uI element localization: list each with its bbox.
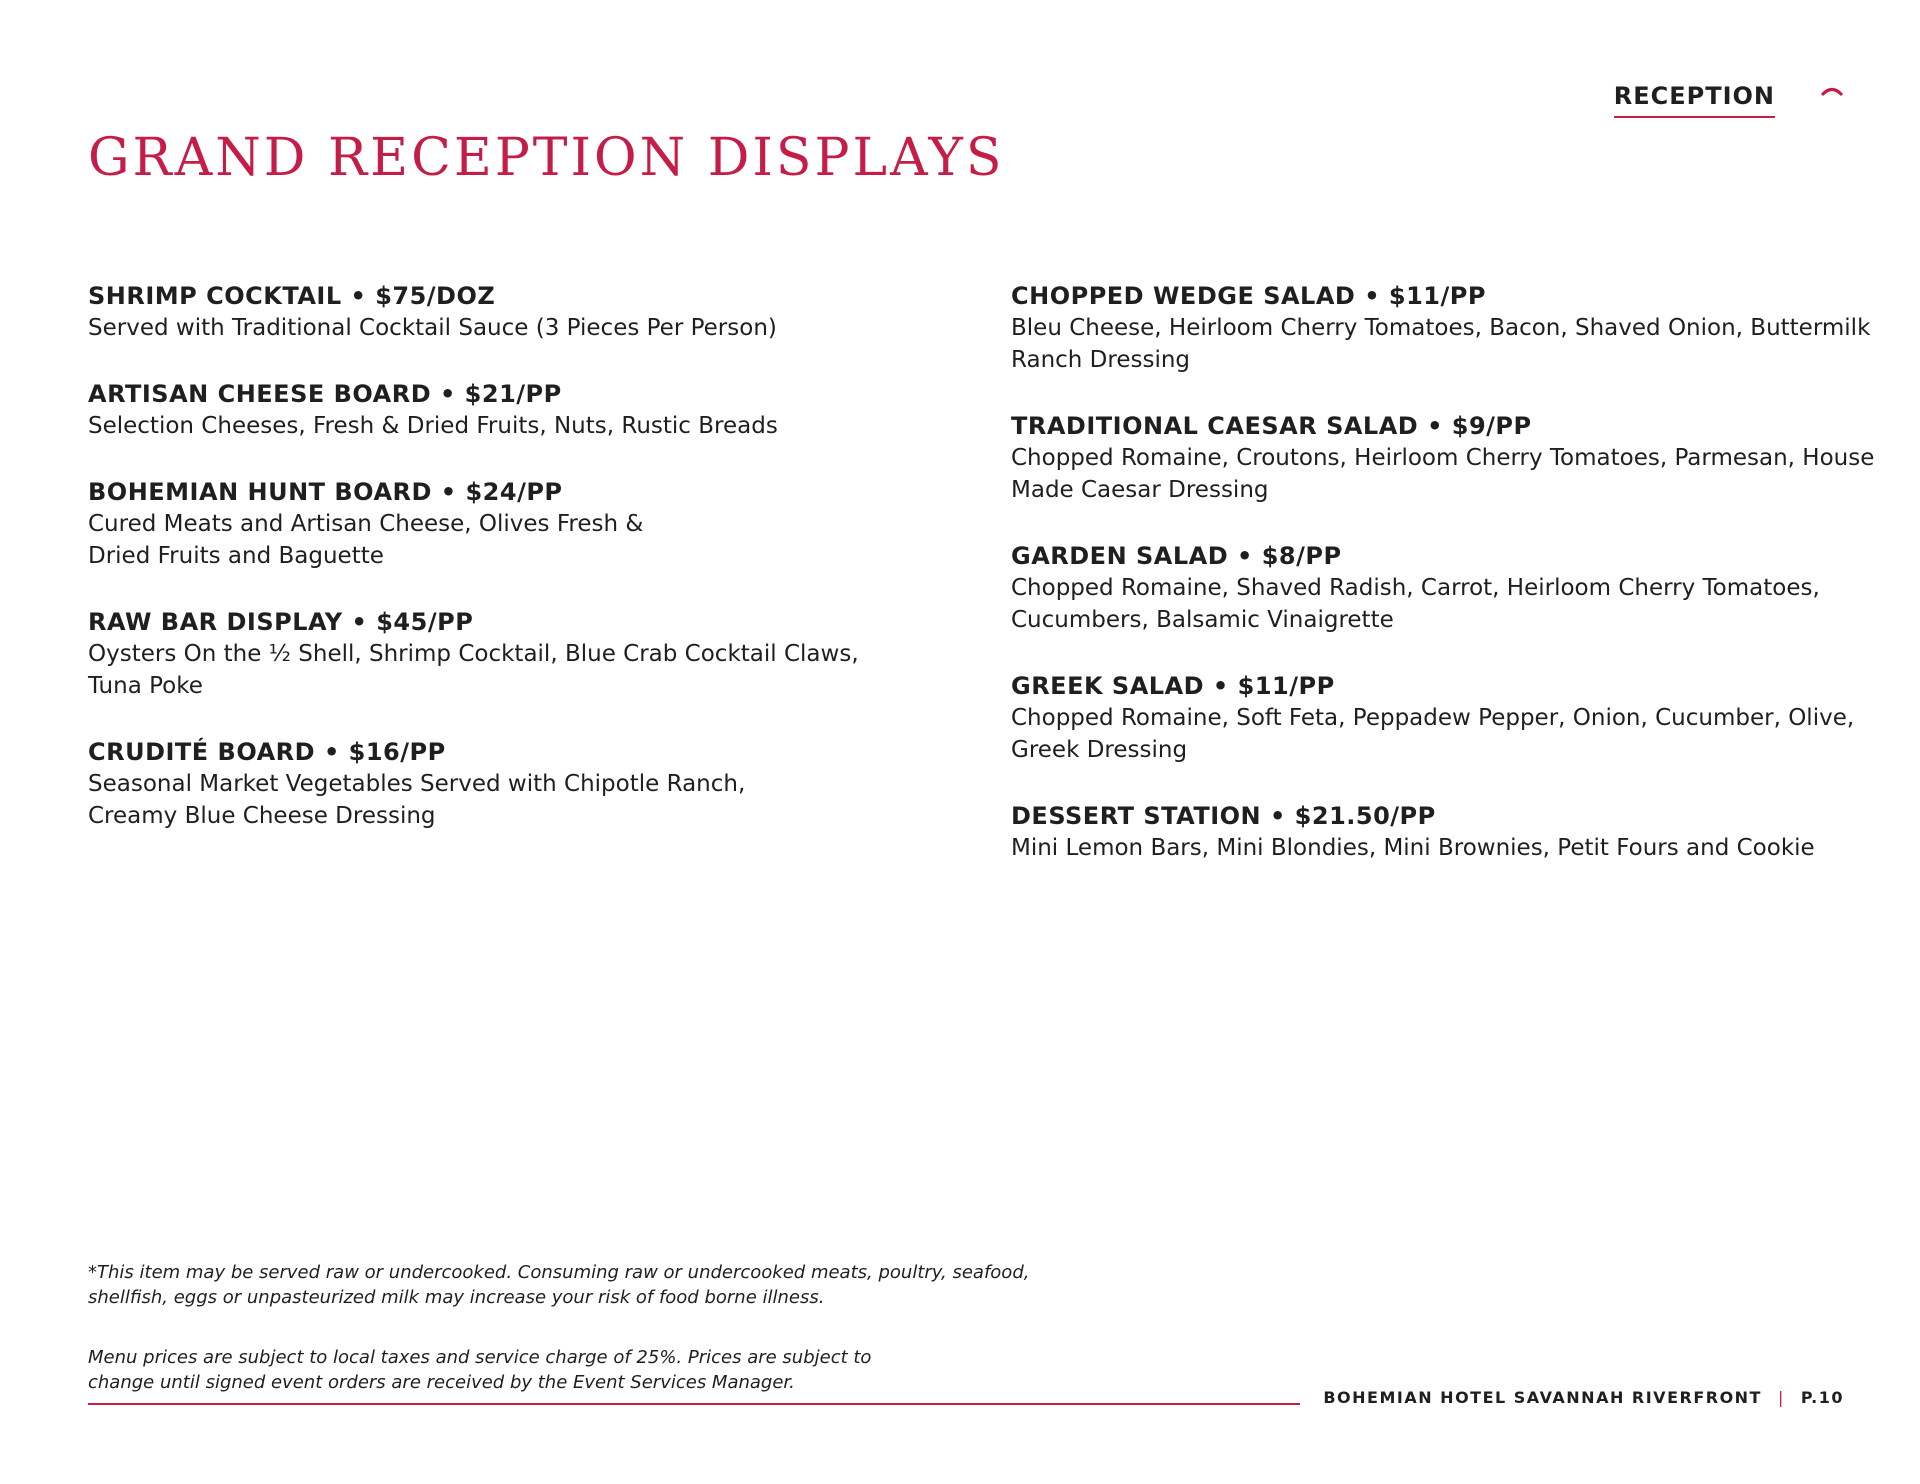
menu-item xyxy=(88,280,958,344)
menu-item-name: RAW BAR DISPLAY • $45/PP xyxy=(88,608,474,636)
menu-item-description: Chopped Romaine, Croutons, Heirloom Cherry Tomatoes, Parmesan, House Made Caesar Dressing xyxy=(1011,445,1875,503)
chevron-up-icon[interactable] xyxy=(1820,80,1844,104)
menu-item xyxy=(1011,670,1891,766)
menu-item xyxy=(88,476,958,572)
menu-item-description: Served with Traditional Cocktail Sauce (3 Pieces Per Person) xyxy=(88,315,777,341)
reception-nav-link[interactable]: RECEPTION xyxy=(1614,82,1775,118)
menu-item xyxy=(1011,280,1891,376)
menu-column-left xyxy=(88,280,958,866)
menu-item-name: BOHEMIAN HUNT BOARD • $24/PP xyxy=(88,478,563,506)
menu-item xyxy=(1011,410,1891,506)
menu-item xyxy=(88,606,958,702)
page-number: P.10 xyxy=(1800,1388,1844,1407)
footer-divider xyxy=(88,1403,1300,1405)
menu-item-name: CHOPPED WEDGE SALAD • $11/PP xyxy=(1011,282,1486,310)
menu-item-description: Seasonal Market Vegetables Served with Chipotle Ranch, Creamy Blue Cheese Dressing xyxy=(88,771,746,829)
menu-item-description: Bleu Cheese, Heirloom Cherry Tomatoes, Bacon, Shaved Onion, Buttermilk Ranch Dressing xyxy=(1011,315,1871,373)
menu-item-description: Selection Cheeses, Fresh & Dried Fruits, Nuts, Rustic Breads xyxy=(88,413,778,439)
menu-item-name: CRUDITÉ BOARD • $16/PP xyxy=(88,738,446,766)
menu-item-name: TRADITIONAL CAESAR SALAD • $9/PP xyxy=(1011,412,1532,440)
hotel-name: BOHEMIAN HOTEL SAVANNAH RIVERFRONT xyxy=(1323,1388,1762,1407)
menu-item xyxy=(1011,540,1891,636)
menu-item-name: GREEK SALAD • $11/PP xyxy=(1011,672,1335,700)
pricing-disclaimer: Menu prices are subject to local taxes and service charge of 25%. Prices are subject to change until signed event orders are received by the Event Services Manager. xyxy=(88,1347,872,1393)
menu-column-right xyxy=(1011,280,1891,898)
menu-item-description: Chopped Romaine, Soft Feta, Peppadew Pepper, Onion, Cucumber, Olive, Greek Dressing xyxy=(1011,705,1855,763)
footer-info xyxy=(1323,1388,1844,1407)
menu-item-description: Mini Lemon Bars, Mini Blondies, Mini Brownies, Petit Fours and Cookie xyxy=(1011,835,1815,861)
footer-separator: | xyxy=(1777,1388,1785,1407)
menu-item-description: Chopped Romaine, Shaved Radish, Carrot, Heirloom Cherry Tomatoes, Cucumbers, Balsamic Vinaigrette xyxy=(1011,575,1820,633)
menu-item-name: SHRIMP COCKTAIL • $75/DOZ xyxy=(88,282,496,310)
menu-item-name: GARDEN SALAD • $8/PP xyxy=(1011,542,1342,570)
menu-item xyxy=(88,736,958,832)
menu-item-description: Cured Meats and Artisan Cheese, Olives Fresh & Dried Fruits and Baguette xyxy=(88,511,644,569)
menu-item xyxy=(1011,800,1891,864)
menu-item xyxy=(88,378,958,442)
menu-item-name: DESSERT STATION • $21.50/PP xyxy=(1011,802,1436,830)
menu-item-name: ARTISAN CHEESE BOARD • $21/PP xyxy=(88,380,562,408)
menu-item-description: Oysters On the ½ Shell, Shrimp Cocktail, Blue Crab Cocktail Claws, Tuna Poke xyxy=(88,641,859,699)
page-title: GRAND RECEPTION DISPLAYS xyxy=(88,128,1005,188)
raw-food-disclaimer: *This item may be served raw or undercooked. Consuming raw or undercooked meats, poultry, seafood, shellfish, eggs or unpasteurized milk may increase your risk of food borne illness. xyxy=(88,1262,1030,1308)
